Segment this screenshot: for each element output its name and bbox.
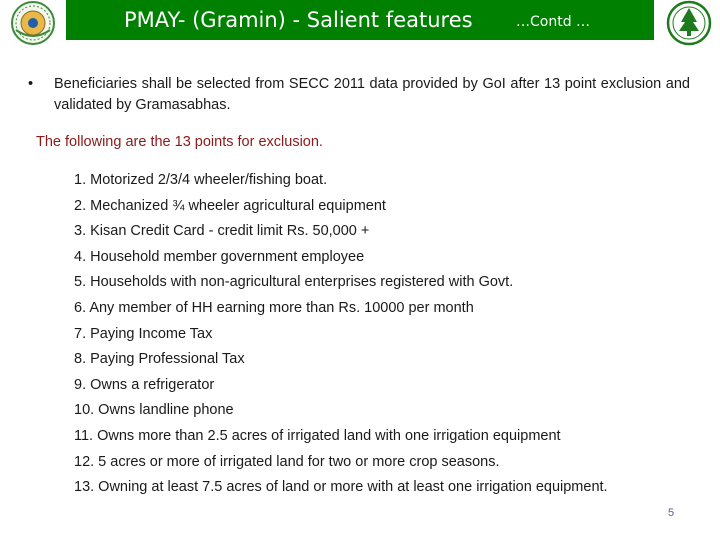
beneficiary-bullet	[28, 74, 690, 116]
list-item: 12. 5 acres or more of irrigated land for two or more crop seasons.	[74, 453, 500, 470]
list-item: 6. Any member of HH earning more than Rs. 10000 per month	[74, 299, 474, 316]
list-item: 5. Households with non-agricultural enterprises registered with Govt.	[74, 274, 514, 291]
list-item: 1. Motorized 2/3/4 wheeler/fishing boat.	[74, 172, 328, 188]
list-item: 3. Kisan Credit Card - credit limit Rs. 50,000 +	[74, 223, 370, 240]
sirc-emblem-icon	[664, 0, 714, 46]
bullet-text: Beneficiaries shall be selected from SECC 2011 data provided by GoI after 13 point exclusion and validated by Gramasabhas.	[54, 76, 690, 113]
list-item: 2. Mechanized ¾ wheeler agricultural equipment	[74, 197, 386, 214]
list-item: 9. Owns a refrigerator	[74, 376, 215, 393]
page-number: 5	[668, 507, 675, 519]
title-bar	[66, 0, 654, 40]
list-item: 11. Owns more than 2.5 acres of irrigated land with one irrigation equipment	[74, 427, 561, 444]
bullet-dot-icon: •	[28, 76, 34, 92]
list-item: 7. Paying Income Tax	[74, 325, 213, 342]
exclusion-intro: The following are the 13 points for exclusion.	[36, 134, 323, 150]
exclusion-list	[74, 171, 608, 504]
contd-label: …Contd …	[516, 14, 591, 30]
state-emblem-icon	[6, 0, 60, 46]
list-item: 13. Owning at least 7.5 acres of land or more with at least one irrigation equipment.	[74, 479, 608, 496]
slide-title: PMAY- (Gramin) - Salient features	[124, 8, 473, 32]
list-item: 8. Paying Professional Tax	[74, 351, 245, 368]
list-item: 10. Owns landline phone	[74, 402, 234, 419]
list-item: 4. Household member government employee	[74, 248, 365, 265]
